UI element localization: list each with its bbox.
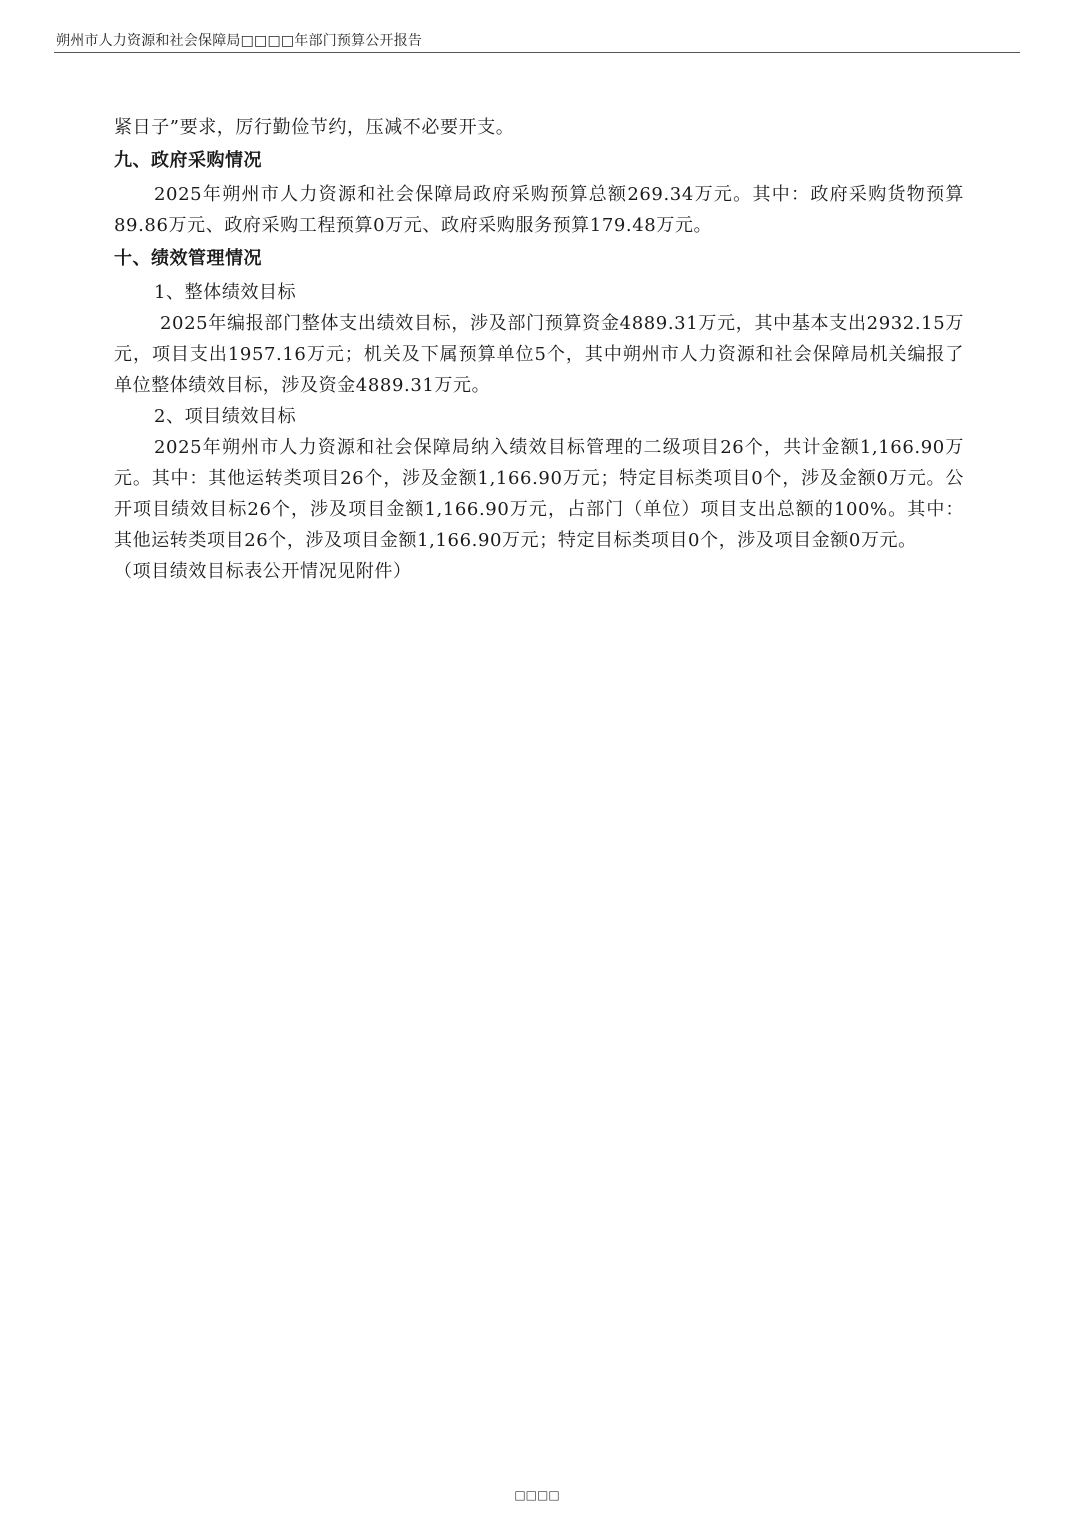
attachment-note: （项目绩效目标表公开情况见附件） — [114, 561, 412, 582]
section-heading-procurement: 九、政府采购情况 — [114, 150, 262, 171]
page-number: □□□□ — [514, 1488, 560, 1502]
subheading-overall-goal: 1、整体绩效目标 — [154, 282, 297, 303]
header-divider — [54, 52, 1020, 53]
page-header-title: 朔州市人力资源和社会保障局□□□□年部门预算公开报告 — [56, 33, 423, 49]
subheading-project-goal: 2、项目绩效目标 — [154, 406, 297, 427]
procurement-paragraph: 2025年朔州市人力资源和社会保障局政府采购预算总额269.34万元。其中：政府采购货物预算89.86万元、政府采购工程预算0万元、政府采购服务预算179.48万元。 — [114, 184, 964, 236]
overall-goal-paragraph: 2025年编报部门整体支出绩效目标，涉及部门预算资金4889.31万元，其中基本支出2932.15万元，项目支出1957.16万元；机关及下属预算单位5个，其中朔州市人力资源和社会保障局机关编报了单位整体绩效目标，涉及资金4889.31万元。 — [114, 313, 964, 396]
section-heading-performance: 十、绩效管理情况 — [114, 248, 262, 269]
project-goal-paragraph: 2025年朔州市人力资源和社会保障局纳入绩效目标管理的二级项目26个，共计金额1,166.90万元。其中：其他运转类项目26个，涉及金额1,166.90万元；特定目标类项目0个，涉及金额0万元。公开项目绩效目标26个，涉及项目金额1,166.90万元，占部门（单位）项目支出总额的100%。其中：其他运转类项目26个，涉及项目金额1,166.90万元；特定目标类项目0个，涉及项目金额0万元。 — [114, 437, 964, 551]
document-body — [114, 112, 964, 587]
continuation-paragraph: 紧日子”要求，厉行勤俭节约，压减不必要开支。 — [114, 117, 515, 138]
